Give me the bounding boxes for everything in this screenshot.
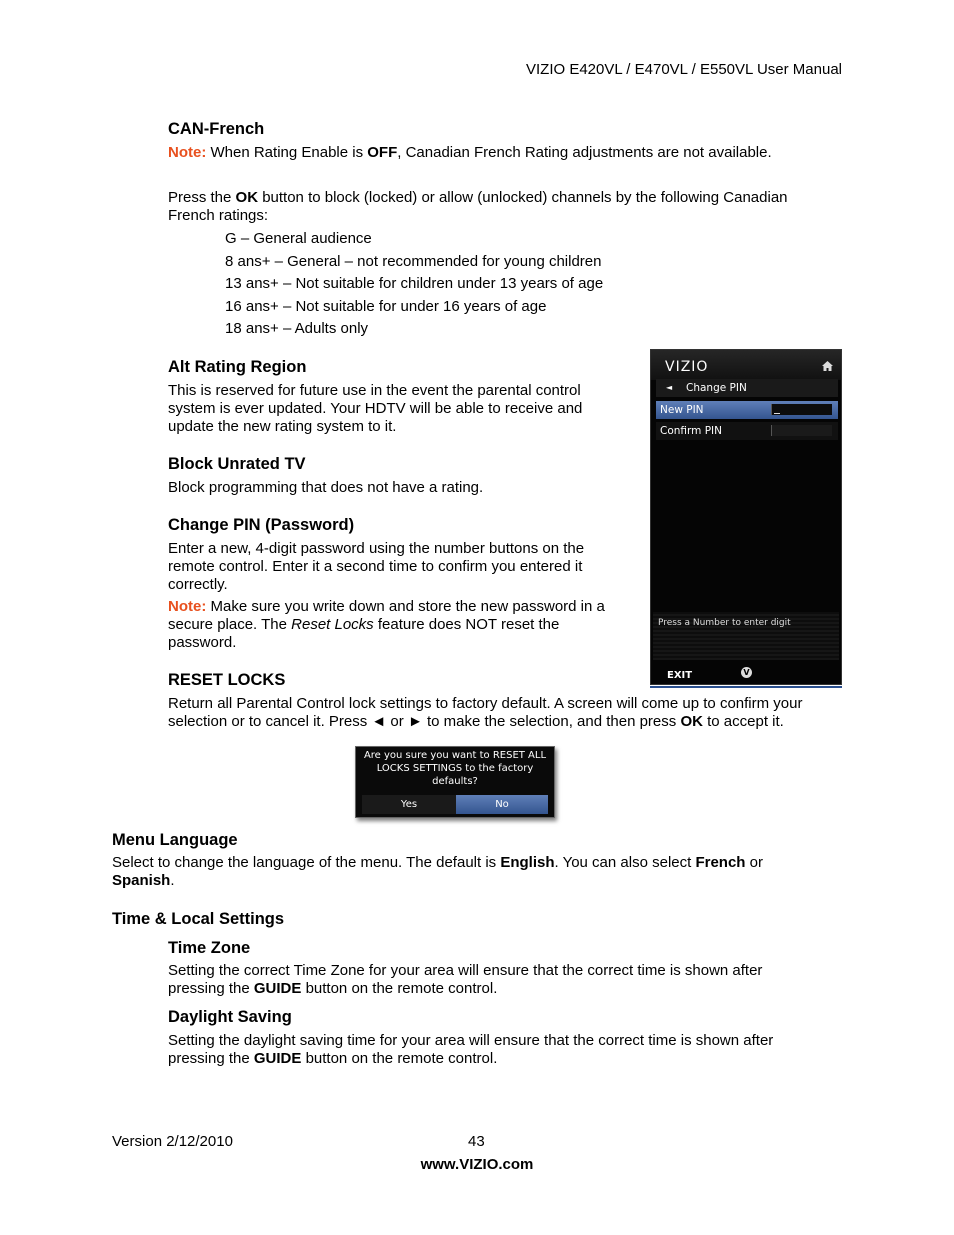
vizio-logo: VIZIO [665,359,709,375]
block-unrated-heading: Block Unrated TV [168,455,306,473]
website-link: www.VIZIO.com [420,1156,534,1173]
change-pin-heading: Change PIN (Password) [168,516,355,534]
home-icon [822,359,833,377]
change-pin-body: Enter a new, 4-digit password using the number buttons on the remote control. Enter it a second time to confirm you entered it correctly. [168,540,585,593]
intro-bold: OK [235,189,259,206]
note-text-end: , Canadian French Rating adjustments are not available. [397,144,772,161]
daylight-heading: Daylight Saving [168,1008,292,1026]
menu-hint [653,612,839,660]
reset-locks-body [168,695,848,731]
can-french-heading: CAN-French [168,120,265,138]
dialog-message: Are you sure you want to RESET ALL LOCKS SETTINGS to the factory defaults? [363,750,547,787]
change-pin-menu-screenshot [650,349,842,685]
lang-text-or: or [745,854,763,871]
list-item: 18 ans+ – Adults only [225,320,369,337]
tz-text: Setting the correct Time Zone for your area will ensure that the correct time is shown after pressing the [168,962,763,997]
note-label: Note: [168,598,207,615]
lang-text-end: . [170,872,175,889]
new-pin-field [771,404,832,415]
v-button-icon: V [741,667,752,678]
confirm-pin-field [771,425,832,436]
confirm-pin-row [656,422,838,440]
menu-hint-text: Press a Number to enter digit [658,618,791,628]
can-french-note [168,144,848,162]
list-item: 16 ans+ – Not suitable for under 16 years of age [225,297,547,315]
time-zone-body [168,962,808,998]
time-zone-heading: Time Zone [168,939,251,957]
intro-text: Press the [168,189,236,206]
dialog-no-option: No [456,795,548,814]
manual-title: VIZIO E420VL / E470VL / E550VL User Manual [525,61,842,78]
confirm-pin-label: Confirm PIN [660,425,723,437]
reset-locks-dialog-screenshot [355,746,555,818]
page-number: 43 [468,1133,485,1150]
alt-rating-heading: Alt Rating Region [168,358,307,376]
note-label: Note: [168,144,207,161]
lang-bold-spanish: Spanish [112,872,171,889]
note-text: Make sure you write down and store the new password in a secure place. The [168,598,605,633]
intro-text-end: button to block (locked) or allow (unlocked) channels by the following Canadian French ratings: [168,189,788,224]
menu-footer [651,662,841,684]
ds-text: Setting the daylight saving time for your area will ensure that the correct time is shown after pressing the [168,1032,774,1067]
note-text-end: feature does NOT reset the password. [168,616,560,651]
block-unrated-body: Block programming that does not have a rating. [168,479,484,496]
new-pin-row [656,401,838,419]
reset-text-end: to accept it. [702,713,784,730]
can-french-intro [168,189,833,225]
menu-language-body [112,854,812,890]
list-item: G – General audience [225,230,372,247]
version-label: Version 2/12/2010 [112,1133,233,1150]
tz-bold: GUIDE [253,980,302,997]
lang-bold-english: English [500,854,555,871]
menu-language-heading: Menu Language [112,831,238,849]
ds-text-end: button on the remote control. [301,1050,498,1067]
screenshot-underline [650,686,842,688]
menu-header [651,350,841,380]
change-pin-note [168,598,628,652]
time-local-heading: Time & Local Settings [112,910,285,928]
note-text: When Rating Enable is [206,144,368,161]
reset-text: Return all Parental Control lock settings to factory default. A screen will come up to confirm your selection or to cancel it. Press ◄ or ► to make the selection, and then press [168,695,803,730]
list-item: 8 ans+ – General – not recommended for young children [225,252,602,270]
lang-text-mid: . You can also select [554,854,696,871]
tz-text-end: button on the remote control. [301,980,498,997]
ds-bold: GUIDE [253,1050,302,1067]
note-bold: OFF [367,144,398,161]
menu-back-row [656,379,838,397]
alt-rating-body: This is reserved for future use in the event the parental control system is ever updated. Your HDTV will be able to receive and update the new rating system to it. [168,382,583,435]
list-item: 13 ans+ – Not suitable for children under 13 years of age [225,275,604,292]
menu-title: Change PIN [686,382,747,394]
french-ratings-list [225,230,603,343]
lang-text: Select to change the language of the menu. The default is [112,854,501,871]
new-pin-label: New PIN [660,404,704,416]
daylight-body [168,1032,818,1068]
exit-label: EXIT [667,670,693,681]
dialog-yes-option: Yes [362,795,456,814]
note-italic: Reset Locks [291,616,374,633]
reset-locks-heading: RESET LOCKS [168,671,286,689]
reset-bold: OK [680,713,703,730]
back-arrow-icon: ◄ [666,383,673,392]
lang-bold-french: French [695,854,746,871]
